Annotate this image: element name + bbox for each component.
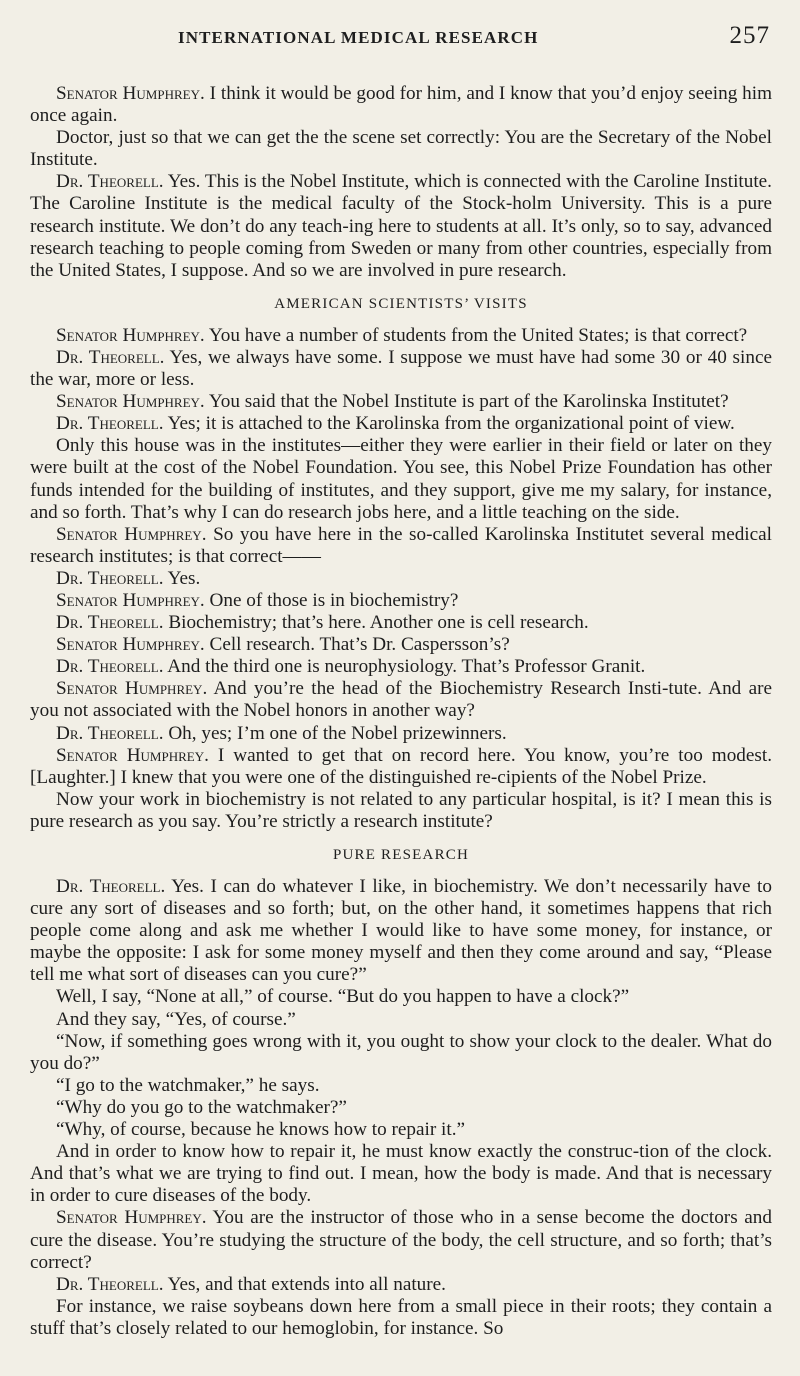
paragraph-text: You said that the Nobel Institute is part of the Karolinska Institutet? [208, 391, 729, 413]
paragraph [30, 1031, 772, 1075]
running-head-title: INTERNATIONAL MEDICAL RESEARCH [178, 28, 539, 47]
paragraph-text: And the third one is neurophysiology. That’s Professor Granit. [167, 656, 646, 678]
paragraph [30, 723, 772, 745]
paragraph [30, 524, 772, 568]
paragraph-text: I think it would be good for him, and I know that you’d enjoy seeing him once again. [30, 83, 772, 127]
paragraph [30, 789, 772, 833]
running-head [0, 22, 800, 50]
speaker-name: Dr. Theorell. [56, 567, 164, 589]
paragraph [30, 1075, 772, 1097]
paragraph [30, 83, 772, 127]
paragraph [30, 1141, 772, 1207]
speaker-name: Senator Humphrey. [56, 634, 205, 656]
paragraph-text: Now your work in biochemistry is not related to any particular hospital, is it? I mean this is pure research as you say. You’re strictly a research institute? [30, 788, 772, 832]
speaker-name: Dr. Theorell. [56, 722, 164, 744]
paragraph-text: And you’re the head of the Biochemistry Research Insti-tute. And are you not associated with the Nobel honors in another way? [30, 678, 772, 722]
paragraph [30, 568, 772, 590]
paragraph [30, 127, 772, 171]
paragraph [30, 986, 772, 1008]
paragraph-text: “I go to the watchmaker,” he says. [56, 1074, 320, 1096]
paragraph-text: I wanted to get that on record here. You know, you’re too modest. [Laughter.] I knew that you were one of the distinguished re-cipients of the Nobel Prize. [30, 744, 773, 788]
paragraph-text: For instance, we raise soybeans down here from a small piece in their roots; they contain a stuff that’s closely related to our hemoglobin, for instance. So [30, 1295, 772, 1339]
paragraph-text: Oh, yes; I’m one of the Nobel prizewinners. [168, 722, 507, 744]
speaker-name: Senator Humphrey. [56, 744, 209, 766]
speaker-name: Senator Humphrey. [56, 391, 205, 413]
paragraph-text: One of those is in biochemistry? [209, 589, 459, 611]
paragraph-text: You have a number of students from the United States; is that correct? [208, 324, 748, 346]
paragraph-text: Yes, and that extends into all nature. [167, 1273, 446, 1295]
speaker-name: Senator Humphrey. [56, 678, 208, 700]
paragraph-text: Only this house was in the institutes—either they were earlier in their field or later on they were built at the cost of the Nobel Foundation. You see, this Nobel Prize Foundation has other funds intended for the building of institutes, and they support, give me my salary, for instance, and so forth. That’s why I can do research jobs here, and a little teaching on the side. [30, 435, 772, 523]
speaker-name: Senator Humphrey. [56, 324, 205, 346]
speaker-name: Dr. Theorell. [56, 346, 165, 368]
paragraph [30, 171, 772, 281]
paragraph [30, 876, 772, 986]
paragraph-text: And they say, “Yes, of course.” [56, 1008, 296, 1030]
speaker-name: Dr. Theorell. [56, 171, 164, 193]
paragraph-text: “Why do you go to the watchmaker?” [56, 1096, 347, 1118]
speaker-name: Dr. Theorell. [56, 1273, 164, 1295]
paragraph [30, 391, 772, 413]
speaker-name: Senator Humphrey. [56, 83, 205, 104]
document-body [30, 83, 772, 1340]
section-heading: PURE RESEARCH [332, 847, 470, 863]
paragraph-text: Yes; it is attached to the Karolinska from the organizational point of view. [167, 413, 735, 435]
paragraph [30, 1296, 772, 1340]
paragraph-text: And in order to know how to repair it, he must know exactly the construc-tion of the clock. And that’s what we are trying to find out. I mean, how the body is made. And that is necessary in order to cure diseases of the body. [30, 1141, 772, 1207]
page-number: 257 [729, 22, 770, 49]
paragraph [30, 1119, 772, 1141]
paragraph [30, 678, 772, 722]
paragraph [30, 590, 772, 612]
section-heading: AMERICAN SCIENTISTS’ VISITS [274, 295, 528, 312]
paragraph [30, 1009, 772, 1031]
paragraph [30, 1097, 772, 1119]
paragraph-text: Doctor, just so that we can get the the scene set correctly: You are the Secretary of the Nobel Institute. [30, 127, 772, 171]
paragraph [30, 435, 772, 523]
paragraph-text: Cell research. That’s Dr. Caspersson’s? [209, 634, 510, 656]
paragraph [30, 347, 772, 391]
paragraph-text: Yes, we always have some. I suppose we must have had some 30 or 40 since the war, more or less. [30, 346, 772, 391]
paragraph-text: Biochemistry; that’s here. Another one is cell research. [168, 612, 589, 634]
speaker-name: Senator Humphrey. [56, 589, 205, 611]
speaker-name: Dr. Theorell. [56, 612, 164, 634]
paragraph-text: Yes. [167, 567, 201, 589]
speaker-name: Senator Humphrey. [56, 1207, 207, 1229]
speaker-name: Dr. Theorell. [56, 656, 164, 678]
paragraph [30, 656, 772, 678]
speaker-name: Dr. Theorell. [56, 413, 164, 435]
paragraph [30, 634, 772, 656]
paragraph-text: You are the instructor of those who in a sense become the doctors and cure the disease. You’re studying the structure of the body, the cell structure, and so forth; that’s correct? [30, 1207, 772, 1273]
paragraph [30, 413, 772, 435]
paragraph-text: Well, I say, “None at all,” of course. “But do you happen to have a clock?” [56, 986, 630, 1008]
paragraph [30, 1274, 772, 1296]
paragraph-text: So you have here in the so-called Karolinska Institutet several medical research institutes; is that correct—— [30, 523, 773, 567]
paragraph-text: “Why, of course, because he knows how to repair it.” [56, 1119, 466, 1141]
paragraph [30, 612, 772, 634]
paragraph-text: Yes. I can do whatever I like, in biochemistry. We don’t necessarily have to cure any sort of diseases and so forth; but, on the other hand, it sometimes happens that rich people come along and ask me whether I would like to have some money, for instance, or maybe the opposite: I ask for some money myself and then they come around and say, “Please tell me what sort of diseases can you cure?” [30, 876, 772, 986]
speaker-name: Senator Humphrey. [56, 523, 207, 545]
paragraph-text: Yes. This is the Nobel Institute, which is connected with the Caroline Institute. The Caroline Institute is the medical faculty of the Stock-holm University. This is a pure research institute. We don’t do any teach-ing here to students at all. It’s only, so to say, advanced research teaching to people coming from Sweden or many from other countries, especially from the United States, I suppose. And so we are involved in pure research. [30, 171, 772, 281]
paragraph-text: “Now, if something goes wrong with it, you ought to show your clock to the dealer. What do you do?” [30, 1030, 772, 1074]
paragraph [30, 325, 772, 347]
paragraph [30, 1207, 772, 1273]
speaker-name: Dr. Theorell. [56, 876, 166, 897]
paragraph [30, 745, 772, 789]
